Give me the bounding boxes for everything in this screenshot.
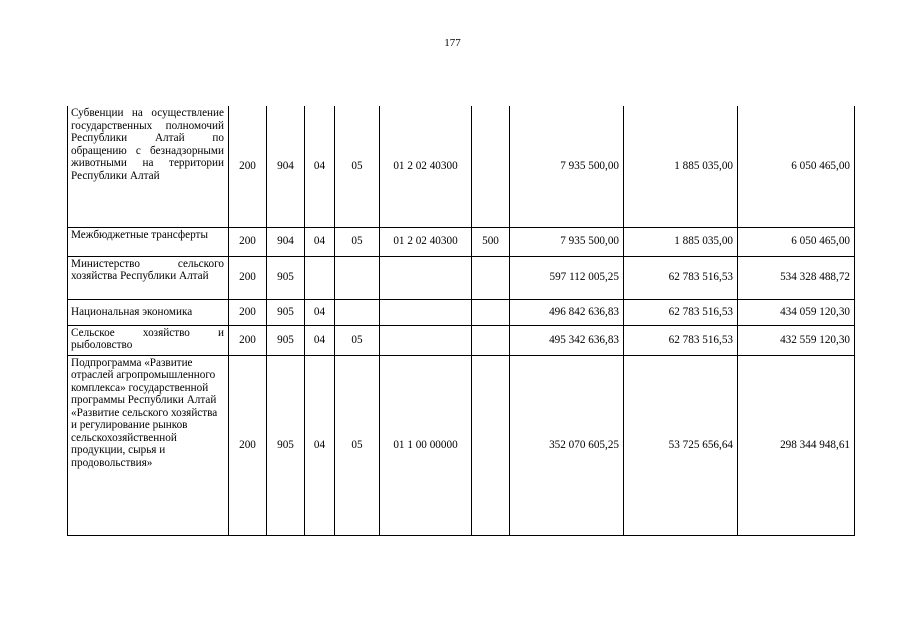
amount-3: 6 050 465,00 xyxy=(738,106,855,227)
section-code: 04 xyxy=(305,227,335,256)
code-column-1: 200 xyxy=(229,227,267,256)
department-code: 905 xyxy=(267,299,305,325)
target-article-code: 01 2 02 40300 xyxy=(380,227,472,256)
table-row xyxy=(68,106,855,227)
row-name: Субвенции на осуществление государственных полномочий Республики Алтай по обращению с безнадзорными животными на территории Республики Алтай xyxy=(68,106,229,227)
amount-2: 1 885 035,00 xyxy=(624,227,738,256)
code-column-1: 200 xyxy=(229,106,267,227)
subsection-code: 05 xyxy=(335,325,380,355)
amount-1: 7 935 500,00 xyxy=(510,227,624,256)
target-article-code: 01 1 00 00000 xyxy=(380,355,472,535)
amount-1: 496 842 636,83 xyxy=(510,299,624,325)
expense-type-code xyxy=(472,256,510,299)
expense-type-code xyxy=(472,325,510,355)
target-article-code xyxy=(380,325,472,355)
amount-2: 53 725 656,64 xyxy=(624,355,738,535)
subsection-code xyxy=(335,299,380,325)
amount-2: 62 783 516,53 xyxy=(624,256,738,299)
row-name: Министерство сельского хозяйства Республики Алтай xyxy=(68,256,229,299)
amount-3: 434 059 120,30 xyxy=(738,299,855,325)
section-code xyxy=(305,256,335,299)
table-row xyxy=(68,325,855,355)
amount-2: 62 783 516,53 xyxy=(624,299,738,325)
amount-2: 62 783 516,53 xyxy=(624,325,738,355)
section-code: 04 xyxy=(305,355,335,535)
target-article-code: 01 2 02 40300 xyxy=(380,106,472,227)
table-row xyxy=(68,299,855,325)
expense-type-code: 500 xyxy=(472,227,510,256)
target-article-code xyxy=(380,256,472,299)
subsection-code: 05 xyxy=(335,355,380,535)
table-row xyxy=(68,355,855,535)
subsection-code: 05 xyxy=(335,106,380,227)
row-name: Подпрограмма «Развитие отраслей агропромышленного комплекса» государственной программы Республики Алтай «Развитие сельского хозяйства и регулирование рынков сельскохозяйственной продукции, сырья и продовольствия» xyxy=(68,355,229,535)
subsection-code: 05 xyxy=(335,227,380,256)
amount-3: 6 050 465,00 xyxy=(738,227,855,256)
subsection-code xyxy=(335,256,380,299)
table-row xyxy=(68,256,855,299)
code-column-1: 200 xyxy=(229,299,267,325)
table-row xyxy=(68,227,855,256)
section-code: 04 xyxy=(305,325,335,355)
department-code: 905 xyxy=(267,325,305,355)
page-number: 177 xyxy=(444,37,461,49)
amount-3: 432 559 120,30 xyxy=(738,325,855,355)
amount-2: 1 885 035,00 xyxy=(624,106,738,227)
section-code: 04 xyxy=(305,106,335,227)
amount-1: 597 112 005,25 xyxy=(510,256,624,299)
department-code: 904 xyxy=(267,227,305,256)
amount-1: 352 070 605,25 xyxy=(510,355,624,535)
target-article-code xyxy=(380,299,472,325)
amount-3: 298 344 948,61 xyxy=(738,355,855,535)
budget-table xyxy=(67,106,855,536)
expense-type-code xyxy=(472,355,510,535)
code-column-1: 200 xyxy=(229,325,267,355)
department-code: 904 xyxy=(267,106,305,227)
amount-1: 495 342 636,83 xyxy=(510,325,624,355)
row-name: Национальная экономика xyxy=(68,299,229,325)
code-column-1: 200 xyxy=(229,256,267,299)
expense-type-code xyxy=(472,106,510,227)
expense-type-code xyxy=(472,299,510,325)
code-column-1: 200 xyxy=(229,355,267,535)
amount-1: 7 935 500,00 xyxy=(510,106,624,227)
department-code: 905 xyxy=(267,256,305,299)
section-code: 04 xyxy=(305,299,335,325)
row-name: Сельское хозяйство и рыболовство xyxy=(68,325,229,355)
amount-3: 534 328 488,72 xyxy=(738,256,855,299)
department-code: 905 xyxy=(267,355,305,535)
row-name: Межбюджетные трансферты xyxy=(68,227,229,256)
